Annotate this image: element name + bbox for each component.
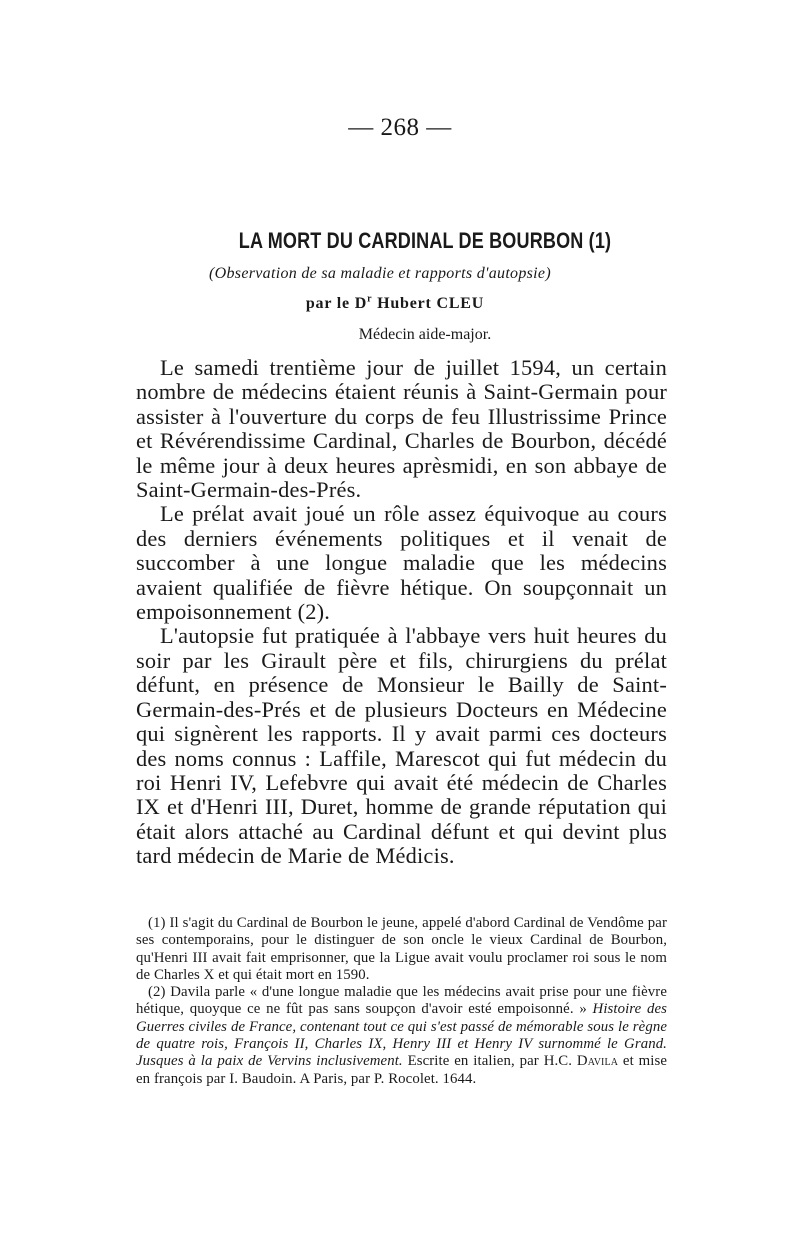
footnote-2-edition: Escrite en italien, par H.C.	[402, 1053, 577, 1070]
article-title: LA MORT DU CARDINAL DE BOURBON (1)	[238, 228, 612, 253]
author-prefix: par le D	[305, 295, 368, 312]
body-paragraph-1: Le samedi trentième jour de juillet 1594, un certain nombre de médecins étaient réunis à Saint-Germain pour assister à l'ouverture du corps de feu Illustrissime Prince et Révérendissime Cardinal, Charles de Bourbon, décédé le même jour à deux heures aprèsmidi, en son abbaye de Saint-Germain-des-Prés.	[136, 355, 667, 503]
footnote-2-publisher: et mise en françois par I. Baudoin. A Paris, par P. Rocolet. 1644.	[136, 1053, 667, 1087]
footnote-2-quote: (2) Davila parle « d'une longue maladie que les médecins avait prise pour une fièvre hétique, quoyque ce ne fût pas sans soupçon d'avoir esté empoisonné. »	[136, 984, 667, 1018]
body-paragraph-3: L'autopsie fut pratiquée à l'abbaye vers huit heures du soir par les Girault père et fils, chirurgiens du prélat défunt, en présence de Monsieur le Bailly de Saint-Germain-des-Prés et de plusieurs Docteurs en Médecine qui signèrent les rapports. Il y avait parmi ces docteurs des noms connus : Laffile, Marescot qui fut médecin du roi Henri IV, Lefebvre qui avait été médecin de Charles IX et d'Henri III, Duret, homme de grande réputation qui était alors attaché au Cardinal défunt et qui devint plus tard médecin de Marie de Médicis.	[136, 623, 667, 869]
article-subtitle: (Observation de sa maladie et rapports d'autopsie)	[209, 265, 551, 282]
author-role: Médecin aide-major.	[358, 326, 492, 343]
page-number: — 268 —	[348, 114, 452, 141]
author-line	[0, 295, 790, 313]
footnote-2-book-title: Histoire des Guerres civiles de France, contenant tout ce qui s'est passé de mémorable sous le règne de quatre rois, François II, Charles IX, Henry III et Henry IV surnommé le Grand. Jusques à la paix de Vervins inclusivement.	[136, 1001, 667, 1070]
body-paragraph-2: Le prélat avait joué un rôle assez équivoque au cours des derniers événements politiques et il venait de succomber à une longue maladie que les médecins avaient qualifiée de fièvre hétique. On soupçonnait un empoisonnement (2).	[136, 501, 667, 625]
footnote-1: (1) Il s'agit du Cardinal de Bourbon le jeune, appelé d'abord Cardinal de Vendôme par ses contemporains, pour le distinguer de son oncle le vieux Cardinal de Bourbon, qu'Henri III avait fait emprisonner, que la Ligue avait voulu proclamer roi sous le nom de Charles X et qui était mort en 1590.	[136, 915, 667, 983]
footnote-2-author: Davila	[576, 1053, 619, 1070]
author-title-sup: r	[367, 293, 373, 305]
footnotes	[136, 915, 667, 1088]
author-name: Hubert CLEU	[372, 295, 485, 312]
body-text	[136, 356, 667, 869]
footnote-2	[136, 984, 667, 1088]
